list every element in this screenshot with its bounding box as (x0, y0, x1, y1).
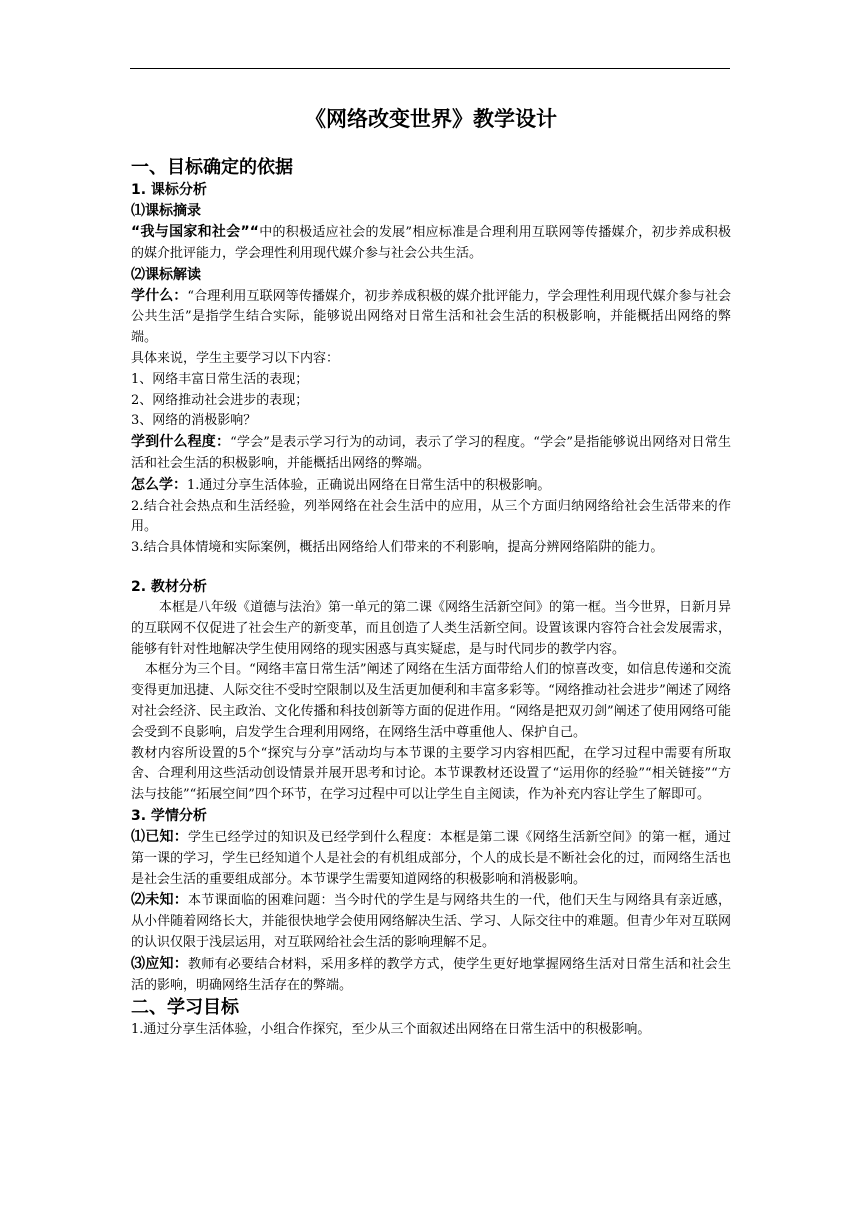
list-item: 1、网络丰富日常生活的表现； (131, 371, 309, 387)
unknown-lead: ⑵未知： (131, 892, 188, 909)
how-to-learn-item: 3.结合具体情境和实际案例，概括出网络给人们带来的不利影响，提高分辨网络陷阱的能力。 (131, 540, 664, 556)
known-paragraph (131, 827, 731, 890)
unknown-text: 本节课面临的困难问题：当今时代的学生是与网络共生的一代，他们天生与网络具有亲近感，从小伴随着网络长大，并能很快地学会使用网络解决生活、学习、人际交往中的难题。但青少年对互联网的认识仅限于浅层运用，对互联网给社会生活的影响理解不足。 (131, 893, 731, 950)
document-title: 《网络改变世界》教学设计 (305, 107, 557, 131)
what-to-learn-lead: 学什么： (131, 287, 188, 304)
excerpt-text: 中的积极适应社会的发展”相应标准是合理利用互联网等传播媒介，初步养成积极的媒介批评能力，学会理性利用现代媒介参与社会公共生活。 (131, 225, 731, 261)
subsection-heading-curriculum: 1. 课标分析 (131, 182, 207, 198)
document-body (131, 104, 731, 1041)
excerpt-lead: “我与国家和社会”“ (131, 224, 259, 240)
should-know-lead: ⑶应知： (131, 955, 188, 972)
degree-text: “学会”是表示学习行为的动词，表示了学习的程度。“学会”是指能够说出网络对日常生活和社会生活的积极影响，并能概括出网络的弊端。 (131, 435, 732, 471)
unknown-paragraph (131, 890, 731, 953)
heading-curriculum-interpretation: ⑵课标解读 (131, 266, 201, 283)
textbook-paragraph: 本框是八年级《道德与法治》第一单元的第二课《网络生活新空间》的第一框。当今世界，日新月异的互联网不仅促进了社会生产的新变革，而且创造了人类生活新空间。设置该课内容符合社会发展需求，能够有针对性地解决学生使用网络的现实困惑与真实疑虑，是与时代同步的教学内容。 (131, 599, 732, 657)
subsection-heading-learners: 3. 学情分析 (131, 807, 207, 824)
what-to-learn-paragraph (131, 286, 731, 349)
section-heading-basis: 一、目标确定的依据 (131, 157, 293, 178)
known-text: 学生已经学过的知识及已经学到什么程度：本框是第二课《网络生活新空间》的第一框，通过第一课的学习，学生已经知道个人是社会的有机组成部分，个人的成长是不断社会化的过，而网络生活也是社会生活的重要组成部分。本节课学生需要知道网络的积极影响和消极影响。 (131, 829, 731, 887)
degree-paragraph (131, 432, 731, 475)
how-to-learn-item: 1.通过分享生活体验，正确说出网络在日常生活中的积极影响。 (187, 477, 551, 493)
curriculum-excerpt-paragraph (131, 222, 731, 265)
subsection-heading-textbook: 2. 教材分析 (131, 578, 207, 595)
known-lead: ⑴已知： (131, 828, 188, 845)
degree-lead: 学到什么程度： (131, 434, 231, 451)
list-item: 2、网络推动社会进步的表现； (131, 392, 309, 408)
how-to-learn-lead: 怎么学： (131, 476, 187, 493)
should-know-text: 教师有必要结合材料，采用多样的教学方式，使学生更好地掌握网络生活对日常生活和社会生活的影响，明确网络生活存在的弊端。 (131, 956, 731, 993)
list-item: 3、网络的消极影响？ (131, 413, 257, 429)
spacer (131, 559, 731, 577)
header-rule (130, 68, 730, 69)
textbook-paragraph: 本框分为三个目。“网络丰富日常生活”阐述了网络在生活方面带给人们的惊喜改变，如信息传递和交流变得更加迅捷、人际交往不受时空限制以及生活更加便利和丰富多彩等。“网络推动社会进步”阐述了网络对社会经济、民主政治、文化传播和科技创新等方面的促进作用。“网络是把双刃剑”阐述了使用网络可能会受到不良影响，启发学生合理利用网络，在网络生活中尊重他人、保护自己。 (131, 662, 731, 740)
how-to-learn-paragraph (131, 475, 731, 497)
heading-curriculum-excerpt: ⑴课标摘录 (131, 203, 201, 219)
what-to-learn-text: “合理利用互联网等传播媒介，初步养成积极的媒介批评能力，学会理性利用现代媒介参与社会公共生活”是指学生结合实际，能够说出网络对日常生活和社会生活的积极影响，并能概括出网络的弊端。 (131, 288, 731, 346)
goal-item: 1.通过分享生活体验，小组合作探究，至少从三个面叙述出网络在日常生活中的积极影响。 (131, 1022, 651, 1038)
specific-content-intro: 具体来说，学生主要学习以下内容： (131, 350, 340, 366)
textbook-paragraph: 教材内容所设置的5个“探究与分享”活动均与本节课的主要学习内容相匹配，在学习过程中需要有所取舍、合理利用这些活动创设情景并展开思考和讨论。本节课教材还设置了“运用你的经验”“相关链接”“方法与技能”“拓展空间”四个环节，在学习过程中可以让学生自主阅读，作为补充内容让学生了解即可。 (131, 745, 731, 803)
section-heading-goals: 二、学习目标 (131, 997, 239, 1019)
how-to-learn-item: 2.结合社会热点和生活经验，列举网络在社会生活中的应用，从三个方面归纳网络给社会生活带来的作用。 (131, 498, 731, 535)
should-know-paragraph (131, 954, 731, 997)
